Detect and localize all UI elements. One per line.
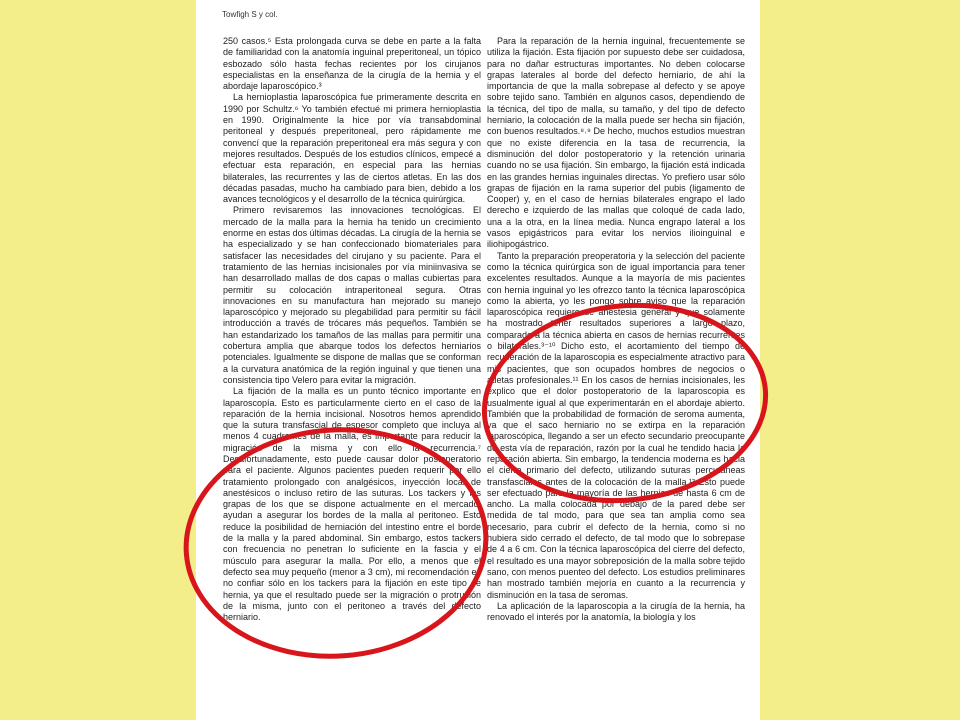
right-text-column bbox=[487, 36, 745, 720]
paragraph: La hernioplastia laparoscópica fue primeramente descrita en 1990 por Schultz.⁶ Yo también efectué mi primera hernioplastia en 1990. Originalmente la hice por vía transabdominal peritoneal y después preperitoneal, pero rápidamente me convencí que la reparación preperitoneal era más segura y con mejores resultados. Después de los estudios clínicos, empecé a efectuar esta reparación, en especial para las hernias bilaterales, las recurrentes y las de ciertos atletas. En las dos décadas pasadas, mucho ha cambiado para bien, debido a los avances tecnológicos y el desarrollo de la técnica quirúrgica. bbox=[223, 92, 481, 205]
paragraph: La aplicación de la laparoscopia a la cirugía de la hernia, ha renovado el interés por la anatomía, la biología y los bbox=[487, 600, 745, 623]
running-header: Towfigh S y col. bbox=[222, 10, 278, 19]
paragraph: La fijación de la malla es un punto técnico importante en laparoscopía. Esto es particularmente cierto en el caso de la reparación de la hernia incisional. Nosotros hemos aprendido que la sutura transfascial de espesor completo que incluya al menos 4 cuadrantes de la malla, es importante para reducir la migración de la misma y con ello la recurrencia.⁷ Desafortunadamente, esto puede causar dolor postoperatorio para el paciente. Algunos pacientes pueden requerir por ello tratamiento prolongado con analgésicos, inyección local de anestésicos o incluso retiro de las suturas. Los tackers y las grapas de los que se dispone actualmente en el mercado, ayudan a asegurar los bordes de la malla al peritoneo. Esto reduce la posibilidad de herniación del intestino entre el borde de la malla y la pared abdominal. Sin embargo, estos tackers con frecuencia no penetran lo suficiente en la fascia y el músculo para asegurar la malla. Por ello, a menos que el defecto sea muy pequeño (menor a 3 cm), mi recomendación es no confiar sólo en los tackers para la fijación en este tipo de hernia, ya que el resultado puede ser la migración o protrusión de la misma, junto con el peritoneo a través del defecto herniario. bbox=[223, 386, 481, 623]
paragraph: Tanto la preparación preoperatoria y la selección del paciente como la técnica quirúrgica son de igual importancia para tener excelentes resultados. Aunque a la mayoría de mis pacientes con hernia inguinal yo les ofrezco tanto la técnica laparoscópica como la abierta, yo les pongo sobre aviso que la reparación laparoscópica requiere de anestesia general y que solamente ha mostrado tener resultados superiores a largo plazo, comparado a la técnica abierta en casos de hernias recurrentes o bilaterales.³⁻¹⁰ Dicho esto, el acortamiento del tiempo de recuperación de la laparoscopia es especialmente atractivo para mis pacientes, que son ocupados hombres de negocios o atletas profesionales.¹¹ En los casos de hernias incisionales, les explico que el dolor postoperatorio de la laparoscopia es usualmente igual al que experimentarán en el abordaje abierto. También que la probabilidad de formación de seroma aumenta, ya que el saco herniario no se extirpa en la reparación laparoscópica, llegando a ser un efecto secundario preocupante de esta vía de reparación, razón por la cual he tendido hacia la reparación abierta. Sin embargo, la tendencia moderna es hacia el cierre primario del defecto, utilizando suturas percutáneas transfasciales antes de la colocación de la malla.¹² Esto puede ser efectuado para la mayoría de las hernias de hasta 6 cm de ancho. La malla colocada por debajo de la pared debe ser medida de tal modo, para que sea tan amplia como sea necesario, para cubrir el defecto de la hernia, como si no hubiera sido cerrado el defecto, de tal modo que lo sobrepase de 4 a 6 cm. Con la técnica laparoscópica del cierre del defecto, el resultado es una mayor sobreposición de la malla sobre tejido sano, con menos puenteo del defecto. Los estudios preliminares han mostrado también mejoría en cuanto a la recurrencia y disminución en la tasa de seromas. bbox=[487, 250, 745, 600]
left-text-column bbox=[223, 36, 481, 720]
paragraph: Primero revisaremos las innovaciones tecnológicas. El mercado de la malla para la hernia ha tenido un crecimiento enorme en estas dos últimas décadas. La cirugía de la hernia se ha especializado y se han confeccionado biomateriales para satisfacer las necesidades del cirujano y su paciente. Para el tratamiento de las hernias incisionales por vía miniinvasiva se han desarrollado mallas de dos capas o mallas cubiertas para permitir su colocación intraperitoneal segura. Otras innovaciones en su manufactura han mejorado su manejo laparoscópico y mejorado su plegabilidad para permitir su fácil introducción a través de trócares más pequeños. También se han estandarizado los tamaños de las mallas para permitir una cobertura amplia que abarque todos los defectos herniarios potenciales. Igualmente se dispone de mallas que se conforman a la curvatura anatómica de la región inguinal y que tienen una consistencia tipo Velero para evitar la migración. bbox=[223, 205, 481, 385]
paragraph: Para la reparación de la hernia inguinal, frecuentemente se utiliza la fijación. Esta fijación por supuesto debe ser cuidadosa, para no dañar estructuras importantes. No deben colocarse grapas laterales al borde del defecto herniario, de ahí la importancia de que la malla sobrepase al defecto y se apoye sobre tejido sano. También en algunos casos, dependiendo de la técnica, del tipo de malla, su tamaño, y del tipo de defecto herniario, la colocación de la malla puede ser hecha sin fijación, con buenos resultados.⁸˒⁹ De hecho, muchos estudios muestran que no existe diferencia en la tasa de recurrencia, la disminución del dolor postoperatorio y la retención urinaria cuando no se usa fijación. Sin embargo, la fijación está indicada en las grandes hernias inguinales directas. Yo prefiero usar sólo grapas de fijación en la rama superior del pubis (ligamento de Cooper) y, en el caso de hernias bilaterales engrapo el lado derecho e izquierdo de las mallas que coloqué de cada lado, una a la otra, en la línea media. Nunca engrapo lateral a los vasos epigástricos para evitar los nervios ilioinguinal e iliohipogástrico. bbox=[487, 36, 745, 250]
paragraph: 250 casos.⁵ Esta prolongada curva se debe en parte a la falta de familiaridad con la anatomía inguinal preperitoneal, un tópico esbozado sólo hasta fechas recientes por los cirujanos especialistas en la enseñanza de la cirugía de la hernia y el abordaje laparoscópico.³ bbox=[223, 36, 481, 92]
journal-page bbox=[196, 0, 760, 720]
